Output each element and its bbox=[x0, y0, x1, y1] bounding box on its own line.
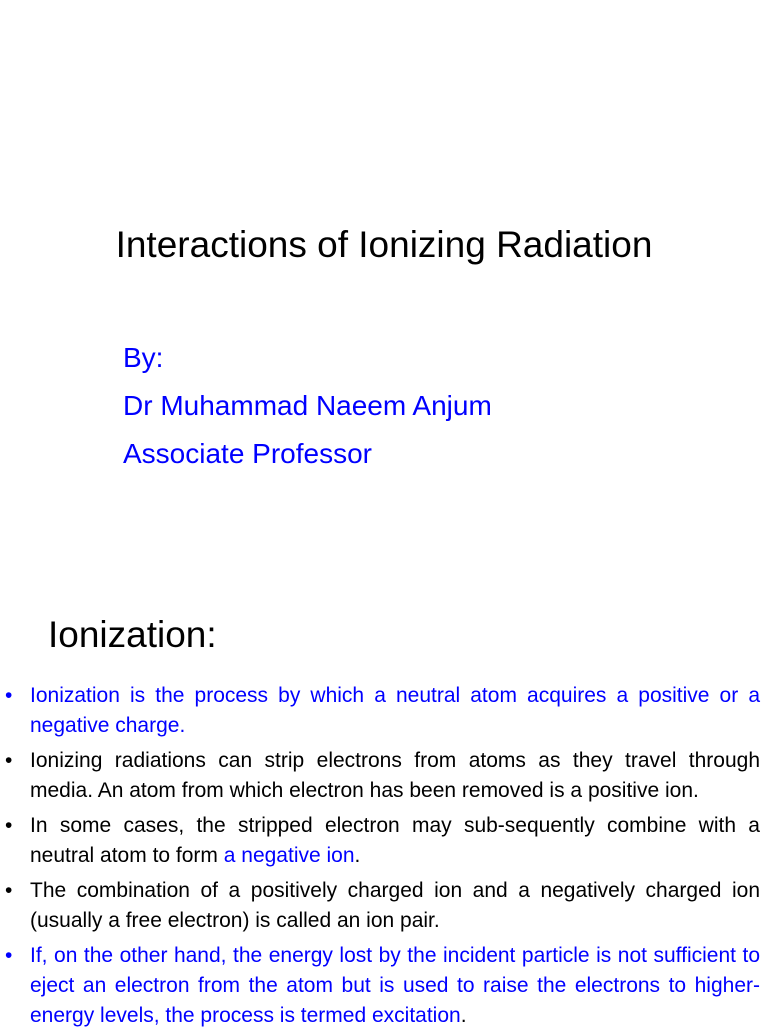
author-name: Dr Muhammad Naeem Anjum bbox=[123, 390, 492, 421]
bullet-text: Ionizing radiations can strip electrons from atoms as they travel through media. An atom from which electron has been removed is a positive ion. bbox=[30, 749, 760, 802]
by-label: By: bbox=[123, 342, 164, 373]
bullet-text-end: . bbox=[354, 844, 361, 867]
bullet-item-negative-ion bbox=[0, 811, 768, 871]
bullet-text: In some cases, the stripped electron may sub-sequently combine with a neutral atom to form bbox=[30, 814, 760, 867]
bullet-text: Ionization is the process by which a neutral atom acquires a positive or a negative charge. bbox=[30, 684, 760, 737]
bullet-icon: • bbox=[5, 684, 13, 707]
bullet-icon: • bbox=[5, 749, 13, 772]
ionization-heading: Ionization: bbox=[48, 614, 217, 655]
bullet-item-definition bbox=[0, 681, 768, 741]
bullet-item-excitation bbox=[0, 941, 768, 1031]
bullet-icon: • bbox=[5, 879, 13, 902]
bullet-list bbox=[0, 681, 768, 1036]
presentation-title: Interactions of Ionizing Radiation bbox=[115, 224, 653, 265]
bullet-icon: • bbox=[5, 944, 13, 967]
bullet-item-ion-pair bbox=[0, 876, 768, 936]
author-block bbox=[123, 334, 492, 478]
bullet-item-strip-electrons bbox=[0, 746, 768, 806]
author-position: Associate Professor bbox=[123, 438, 372, 469]
bullet-text: The combination of a positively charged ion and a negatively charged ion (usually a free electron) is called an ion pair. bbox=[30, 879, 760, 932]
bullet-icon: • bbox=[5, 814, 13, 837]
bullet-text-end: . bbox=[460, 1004, 467, 1027]
bullet-text: If, on the other hand, the energy lost by the incident particle is not sufficient to eject an electron from the atom but is used to raise the electrons to higher-energy levels, the process is termed excitation bbox=[30, 944, 760, 1027]
negative-ion-highlight: a negative ion bbox=[223, 844, 355, 867]
